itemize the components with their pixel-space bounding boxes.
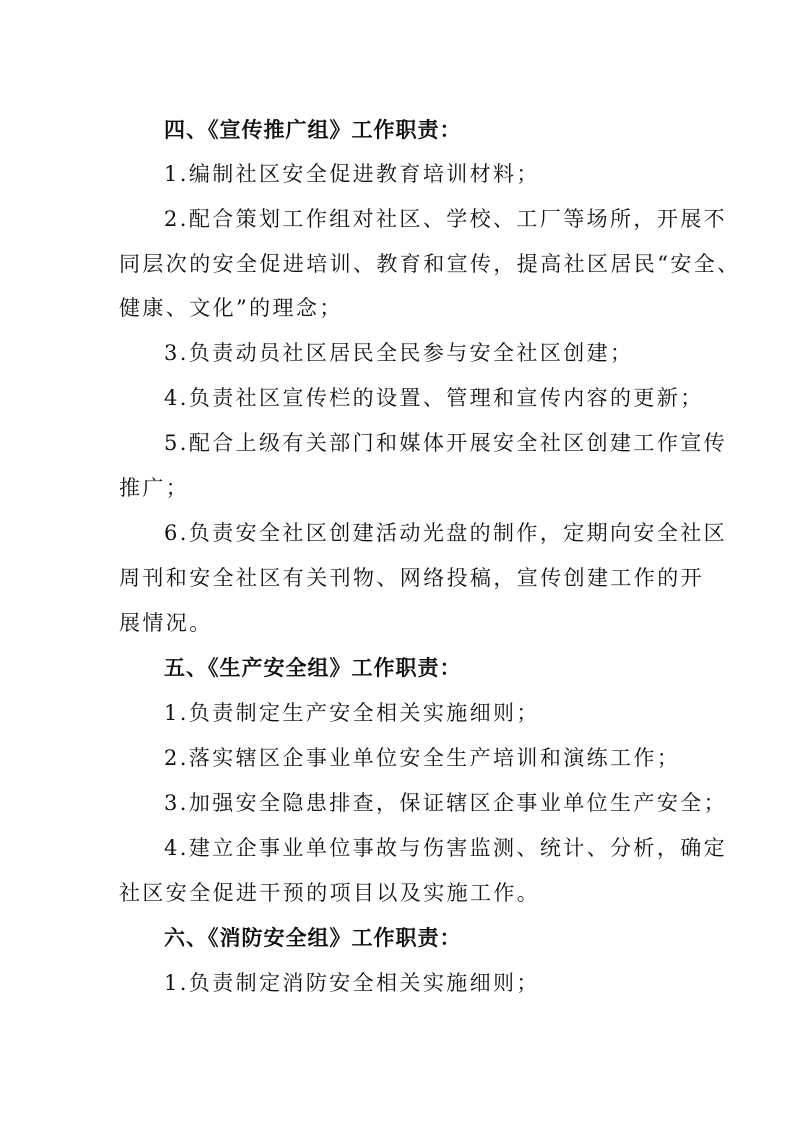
paragraph-line: 3.负责动员社区居民全民参与安全社区创建； <box>164 341 634 365</box>
paragraph-line: 4.建立企事业单位事故与伤害监测、统计、分析，确定 <box>164 836 728 860</box>
paragraph-line: 展情况。 <box>119 611 213 635</box>
paragraph-line: 健康、文化”的理念； <box>119 296 343 320</box>
paragraph-line: 2.落实辖区企事业单位安全生产培训和演练工作； <box>164 746 681 770</box>
paragraph-line: 1.编制社区安全促进教育培训材料； <box>164 162 540 186</box>
section-heading: 四、《宣传推广组》工作职责： <box>164 118 462 142</box>
paragraph-line: 周刊和安全社区有关刊物、网络投稿，宣传创建工作的开 <box>119 566 704 590</box>
paragraph-line: 推广； <box>119 476 190 500</box>
paragraph-line: 1.负责制定消防安全相关实施细则； <box>164 971 540 995</box>
paragraph-line: 同层次的安全促进培训、教育和宣传，提高社区居民“安全、 <box>119 252 741 276</box>
paragraph-line: 1.负责制定生产安全相关实施细则； <box>164 701 540 725</box>
section-heading: 六、《消防安全组》工作职责： <box>164 926 462 950</box>
paragraph-line: 社区安全促进干预的项目以及实施工作。 <box>119 881 541 905</box>
paragraph-line: 3.加强安全隐患排查，保证辖区企事业单位生产安全； <box>164 791 728 815</box>
section-heading: 五、《生产安全组》工作职责： <box>164 656 462 680</box>
paragraph-line: 2.配合策划工作组对社区、学校、工厂等场所，开展不 <box>164 207 728 231</box>
paragraph-line: 6.负责安全社区创建活动光盘的制作，定期向安全社区 <box>164 521 728 545</box>
paragraph-line: 4.负责社区宣传栏的设置、管理和宣传内容的更新； <box>164 386 704 410</box>
paragraph-line: 5.配合上级有关部门和媒体开展安全社区创建工作宣传 <box>164 431 728 455</box>
